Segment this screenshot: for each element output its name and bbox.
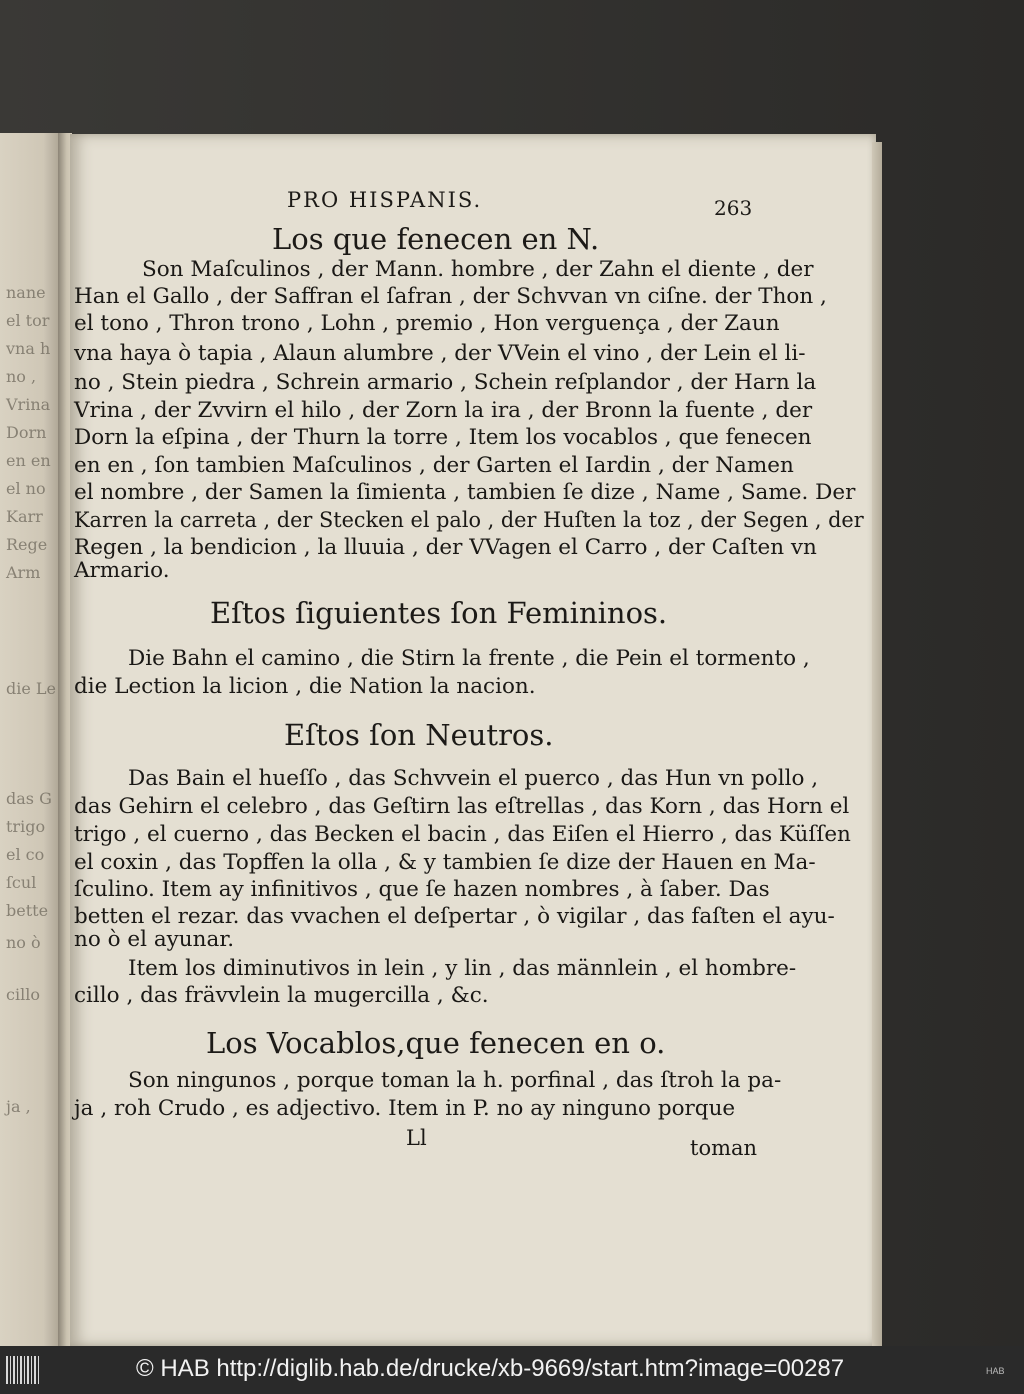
left-page-fragment: Rege xyxy=(6,535,48,554)
page-number: 263 xyxy=(714,196,753,220)
copyright-link[interactable]: © HAB http://diglib.hab.de/drucke/xb-9669/start.htm?image=00287 xyxy=(136,1355,845,1382)
left-page-fragment: no , xyxy=(6,367,37,386)
text-line: das Gehirn el celebro , das Geſtirn las eſtrellas , das Korn , das Horn el xyxy=(74,794,850,819)
text-line: Vrina , der Zvvirn el hilo , der Zorn la ira , der Bronn la fuente , der xyxy=(74,398,813,423)
footer-bar xyxy=(0,1346,1024,1394)
left-page-fragment: Karr xyxy=(6,507,43,526)
text-line: Armario. xyxy=(74,558,170,583)
text-line: Son ningunos , porque toman la h. porfinal , das ſtroh la pa- xyxy=(128,1068,782,1093)
text-line: trigo , el cuerno , das Becken el bacin , das Eiſen el Hierro , das Küſſen xyxy=(74,822,851,847)
left-page-fragment: Arm xyxy=(6,563,41,582)
text-line: vna haya ò tapia , Alaun alumbre , der VVein el vino , der Lein el li- xyxy=(74,341,806,366)
footer-mark: HAB xyxy=(986,1366,1005,1376)
left-page-edge xyxy=(0,133,62,1346)
running-head: PRO HISPANIS. xyxy=(287,188,483,212)
signature-mark: Ll xyxy=(406,1126,427,1150)
left-page-fragment: nane xyxy=(6,283,46,302)
barcode-icon xyxy=(6,1356,40,1384)
left-page-fragment: ja , xyxy=(6,1097,31,1116)
text-line: Son Maſculinos , der Mann. hombre , der Zahn el diente , der xyxy=(142,257,814,282)
text-line: Regen , la bendicion , la lluuia , der VVagen el Carro , der Caſten vn xyxy=(74,535,817,560)
left-page-fragment: Dorn xyxy=(6,423,47,442)
left-page-fragment: el no xyxy=(6,479,46,498)
text-line: Dorn la eſpina , der Thurn la torre , Item los vocablos , que fenecen xyxy=(74,425,812,450)
page-edge xyxy=(872,142,882,1346)
left-page-fragment: no ò xyxy=(6,933,41,952)
text-line: el nombre , der Samen la ſimienta , tambien ſe dize , Name , Same. Der xyxy=(74,480,856,505)
left-page-fragment: cillo xyxy=(6,985,40,1004)
text-line: Die Bahn el camino , die Stirn la frente , die Pein el tormento , xyxy=(128,646,810,671)
text-line: Das Bain el hueſſo , das Schvvein el puerco , das Hun vn pollo , xyxy=(128,766,819,791)
text-line: Karren la carreta , der Stecken el palo , der Huſten la toz , der Segen , der xyxy=(74,508,864,533)
section-heading: Eſtos ſon Neutros. xyxy=(284,718,554,752)
left-page-fragment: die Le xyxy=(6,679,57,698)
text-line: cillo , das frävvlein la mugercilla , &c. xyxy=(74,983,489,1008)
text-line: no , Stein piedra , Schrein armario , Schein reſplandor , der Harn la xyxy=(74,370,817,395)
left-page-fragment: das G xyxy=(6,789,52,808)
left-page-fragment: el co xyxy=(6,845,45,864)
left-page-fragment: en en xyxy=(6,451,51,470)
text-line: en en , ſon tambien Maſculinos , der Garten el Iardin , der Namen xyxy=(74,453,794,478)
section-heading: Los que fenecen en N. xyxy=(272,222,600,256)
catchword: toman xyxy=(690,1136,758,1160)
left-page-fragment: vna h xyxy=(6,339,51,358)
left-page-fragment: el tor xyxy=(6,311,50,330)
left-page-fragment: trigo xyxy=(6,817,46,836)
text-line: el tono , Thron trono , Lohn , premio , Hon verguença , der Zaun xyxy=(74,311,780,336)
left-page-fragment: bette xyxy=(6,901,49,920)
left-page-fragment: Vrina xyxy=(6,395,51,414)
text-line: die Lection la licion , die Nation la nacion. xyxy=(74,674,536,699)
text-line: Item los diminutivos in lein , y lin , das männlein , el hombre- xyxy=(128,956,797,981)
left-page-fragment: ſcul xyxy=(6,873,37,892)
text-line: no ò el ayunar. xyxy=(74,927,235,952)
text-line: el coxin , das Topffen la olla , & y tambien ſe dize der Hauen en Ma- xyxy=(74,850,816,875)
text-line: ja , roh Crudo , es adjectivo. Item in P. no ay ninguno porque xyxy=(74,1096,736,1121)
text-line: Han el Gallo , der Saffran el ſafran , der Schvvan vn ciſne. der Thon , xyxy=(74,284,827,309)
text-line: betten el rezar. das vvachen el deſpertar , ò vigilar , das faſten el ayu- xyxy=(74,904,835,929)
text-line: ſculino. Item ay infinitivos , que ſe hazen nombres , à ſaber. Das xyxy=(74,877,770,902)
section-heading: Los Vocablos,que fenecen en o. xyxy=(206,1026,666,1060)
section-heading: Eſtos ſiguientes ſon Femininos. xyxy=(210,596,668,630)
